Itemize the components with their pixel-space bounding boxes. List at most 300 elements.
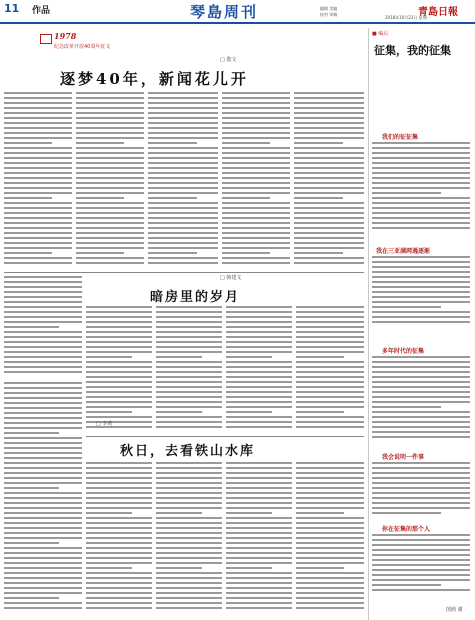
text-line — [294, 242, 364, 244]
text-line — [372, 207, 470, 209]
text-line — [76, 127, 144, 129]
section-name: 作品 — [32, 6, 51, 16]
text-line — [226, 472, 292, 474]
text-line — [294, 182, 364, 184]
text-line — [148, 152, 218, 154]
text-line — [4, 227, 72, 229]
text-line — [86, 547, 152, 549]
text-line — [296, 421, 364, 423]
text-line — [86, 572, 152, 574]
article2-title: 暗房里的岁月 — [150, 290, 241, 305]
text-line — [86, 321, 152, 323]
text-line — [156, 426, 222, 428]
text-line — [226, 567, 272, 569]
text-line — [76, 257, 144, 259]
text-line — [148, 172, 218, 174]
text-line — [76, 132, 144, 134]
text-line — [226, 587, 292, 589]
text-line — [156, 351, 222, 353]
text-line — [226, 582, 292, 584]
text-line — [86, 336, 152, 338]
text-line — [372, 431, 470, 433]
text-line — [226, 477, 292, 479]
text-line — [76, 97, 144, 99]
text-line — [222, 97, 290, 99]
text-line — [76, 92, 144, 94]
text-line — [372, 212, 470, 214]
text-line — [4, 107, 72, 109]
text-line — [4, 346, 82, 348]
text-line — [148, 222, 218, 224]
article2-byline: □ 韩建文 — [220, 275, 242, 281]
text-line — [76, 187, 144, 189]
text-line — [76, 137, 144, 139]
right-block-4 — [372, 462, 470, 520]
text-line — [76, 107, 144, 109]
text-line — [4, 382, 82, 384]
text-line — [4, 582, 82, 584]
text-line — [372, 197, 470, 199]
text-line — [226, 492, 292, 494]
text-line — [372, 584, 441, 586]
text-line — [148, 252, 197, 254]
text-line — [222, 157, 290, 159]
text-line — [4, 217, 72, 219]
text-line — [226, 396, 292, 398]
text-line — [76, 197, 124, 199]
text-line — [4, 172, 72, 174]
text-line — [226, 517, 292, 519]
text-line — [296, 587, 364, 589]
text-line — [372, 157, 470, 159]
staff-list — [320, 6, 337, 18]
text-line — [156, 562, 222, 564]
text-line — [222, 182, 290, 184]
text-line — [76, 182, 144, 184]
text-line — [156, 411, 202, 413]
text-line — [372, 266, 470, 268]
text-line — [372, 271, 470, 273]
text-line — [226, 507, 292, 509]
text-line — [372, 276, 470, 278]
text-line — [294, 217, 364, 219]
right-column-title: 征集，我的征集 — [374, 44, 451, 57]
text-line — [156, 467, 222, 469]
text-line — [4, 212, 72, 214]
text-line — [226, 391, 292, 393]
text-line — [222, 262, 290, 264]
staff-reviewer: 审稿 — [329, 12, 338, 17]
text-line — [4, 286, 82, 288]
text-line — [372, 182, 470, 184]
a2-col-1 — [86, 306, 152, 432]
text-line — [156, 366, 222, 368]
text-line — [226, 351, 292, 353]
text-line — [148, 192, 218, 194]
paper-title: 琴島周刊 — [190, 3, 259, 21]
text-line — [222, 137, 290, 139]
text-line — [4, 122, 72, 124]
text-line — [86, 577, 152, 579]
a2-col-3 — [226, 306, 292, 432]
staff-editor: 编辑 — [320, 6, 328, 11]
text-line — [372, 492, 470, 494]
text-line — [294, 187, 364, 189]
text-line — [156, 311, 222, 313]
text-line — [226, 311, 292, 313]
text-line — [4, 197, 52, 199]
text-line — [86, 341, 152, 343]
text-line — [156, 512, 202, 514]
text-line — [294, 192, 364, 194]
text-line — [4, 542, 59, 544]
text-line — [226, 381, 292, 383]
text-line — [4, 361, 82, 363]
text-line — [86, 522, 152, 524]
right-column-divider — [368, 28, 369, 620]
text-line — [294, 167, 364, 169]
text-line — [86, 351, 152, 353]
text-line — [76, 242, 144, 244]
text-line — [156, 401, 222, 403]
text-line — [222, 237, 290, 239]
text-line — [86, 542, 152, 544]
text-line — [372, 217, 470, 219]
text-line — [76, 262, 144, 264]
text-line — [148, 122, 218, 124]
text-line — [226, 411, 272, 413]
text-line — [226, 602, 292, 604]
text-line — [4, 527, 82, 529]
text-line — [86, 532, 152, 534]
text-line — [148, 112, 218, 114]
text-line — [294, 122, 364, 124]
text-line — [226, 467, 292, 469]
text-line — [86, 497, 152, 499]
text-line — [148, 137, 218, 139]
right-block-5 — [372, 534, 470, 598]
text-line — [86, 567, 132, 569]
text-line — [4, 607, 82, 609]
text-line — [294, 222, 364, 224]
text-line — [156, 406, 222, 408]
text-line — [226, 562, 292, 564]
text-line — [294, 157, 364, 159]
staff-designer: 美编 — [329, 6, 338, 11]
text-line — [4, 366, 82, 368]
article3-body — [86, 462, 364, 616]
main-col-4 — [222, 92, 290, 270]
text-line — [86, 592, 152, 594]
text-line — [76, 212, 144, 214]
text-line — [156, 331, 222, 333]
text-line — [76, 217, 144, 219]
text-line — [148, 107, 218, 109]
text-line — [4, 222, 72, 224]
text-line — [156, 522, 222, 524]
article3-rule — [86, 436, 364, 437]
text-line — [86, 562, 152, 564]
text-line — [222, 122, 290, 124]
text-line — [372, 187, 470, 189]
text-line — [226, 321, 292, 323]
text-line — [4, 102, 72, 104]
main-col-2 — [76, 92, 144, 270]
text-line — [226, 366, 292, 368]
text-line — [372, 512, 441, 514]
text-line — [4, 397, 82, 399]
text-line — [226, 502, 292, 504]
text-line — [86, 326, 152, 328]
text-line — [156, 391, 222, 393]
text-line — [296, 371, 364, 373]
text-line — [156, 517, 222, 519]
text-line — [4, 247, 72, 249]
masthead-rule — [0, 22, 475, 24]
text-line — [4, 457, 82, 459]
text-line — [372, 227, 470, 229]
text-line — [296, 386, 364, 388]
text-line — [294, 147, 364, 149]
text-line — [76, 152, 144, 154]
text-line — [148, 207, 218, 209]
text-line — [86, 517, 152, 519]
text-line — [156, 607, 222, 609]
text-line — [4, 242, 72, 244]
banner-subtitle: 纪念改革开放40周年征文 — [54, 44, 111, 50]
text-line — [296, 602, 364, 604]
text-line — [372, 467, 470, 469]
text-line — [372, 436, 470, 438]
main-article-body — [4, 92, 364, 270]
text-line — [148, 257, 218, 259]
text-line — [86, 597, 152, 599]
text-line — [222, 152, 290, 154]
text-line — [86, 487, 152, 489]
text-line — [148, 187, 218, 189]
text-line — [296, 597, 364, 599]
text-line — [296, 321, 364, 323]
text-line — [86, 396, 152, 398]
text-line — [372, 569, 470, 571]
text-line — [86, 492, 152, 494]
text-line — [156, 336, 222, 338]
text-line — [148, 97, 218, 99]
text-line — [296, 306, 364, 308]
text-line — [296, 507, 364, 509]
text-line — [372, 502, 470, 504]
text-line — [222, 177, 290, 179]
text-line — [86, 401, 152, 403]
text-line — [372, 534, 470, 536]
text-line — [294, 127, 364, 129]
text-line — [294, 132, 364, 134]
text-line — [148, 132, 218, 134]
text-line — [226, 592, 292, 594]
text-line — [148, 237, 218, 239]
text-line — [4, 237, 72, 239]
text-line — [76, 252, 124, 254]
text-line — [372, 281, 470, 283]
text-line — [296, 567, 344, 569]
text-line — [148, 92, 218, 94]
text-line — [296, 311, 364, 313]
text-line — [148, 227, 218, 229]
text-line — [86, 371, 152, 373]
right-column-tag: ■ 编后 — [372, 31, 389, 37]
text-line — [4, 356, 82, 358]
text-line — [4, 331, 82, 333]
text-line — [226, 341, 292, 343]
text-line — [86, 462, 152, 464]
text-line — [296, 582, 364, 584]
text-line — [156, 361, 222, 363]
text-line — [4, 281, 82, 283]
text-line — [294, 237, 364, 239]
text-line — [294, 227, 364, 229]
text-line — [86, 366, 152, 368]
text-line — [372, 564, 470, 566]
text-line — [372, 549, 470, 551]
text-line — [76, 237, 144, 239]
text-line — [226, 572, 292, 574]
text-line — [296, 502, 364, 504]
text-line — [4, 351, 82, 353]
text-line — [156, 547, 222, 549]
text-line — [372, 559, 470, 561]
text-line — [372, 579, 470, 581]
text-line — [296, 326, 364, 328]
text-line — [294, 107, 364, 109]
text-line — [156, 577, 222, 579]
text-line — [372, 147, 470, 149]
right-sub-5: 你在征集的那个人 — [382, 526, 431, 533]
text-line — [222, 212, 290, 214]
text-line — [4, 252, 52, 254]
text-line — [372, 472, 470, 474]
right-sub-2: 我在三亚满网遇逐渐 — [376, 248, 431, 255]
a3-col-1 — [86, 462, 152, 616]
text-line — [226, 542, 292, 544]
text-line — [86, 331, 152, 333]
text-line — [156, 567, 202, 569]
text-line — [148, 117, 218, 119]
text-line — [222, 202, 290, 204]
main-article-title: 逐梦40年，新闻花儿开 — [60, 70, 249, 88]
text-line — [222, 207, 290, 209]
text-line — [372, 321, 470, 323]
text-line — [372, 192, 441, 194]
page-number: 11 — [4, 2, 20, 15]
text-line — [294, 142, 343, 144]
text-line — [86, 602, 152, 604]
text-line — [226, 537, 292, 539]
date-line: 2018年10月23日 星期一 — [385, 15, 431, 20]
text-line — [4, 392, 82, 394]
text-line — [226, 462, 292, 464]
text-line — [372, 296, 470, 298]
right-block-1 — [372, 142, 470, 232]
text-line — [222, 222, 290, 224]
text-line — [156, 396, 222, 398]
text-line — [86, 477, 152, 479]
text-line — [294, 252, 343, 254]
text-line — [4, 502, 82, 504]
text-line — [372, 202, 470, 204]
text-line — [148, 177, 218, 179]
text-line — [86, 557, 152, 559]
text-line — [86, 552, 152, 554]
text-line — [222, 257, 290, 259]
text-line — [4, 462, 82, 464]
article3-left-column — [4, 382, 82, 616]
text-line — [226, 426, 292, 428]
text-line — [294, 177, 364, 179]
text-line — [372, 316, 470, 318]
text-line — [156, 306, 222, 308]
text-line — [226, 532, 292, 534]
text-line — [294, 152, 364, 154]
text-line — [156, 381, 222, 383]
text-line — [4, 552, 82, 554]
text-line — [226, 346, 292, 348]
text-line — [294, 117, 364, 119]
text-line — [4, 336, 82, 338]
text-line — [4, 472, 82, 474]
text-line — [4, 592, 82, 594]
text-line — [222, 247, 290, 249]
text-line — [148, 242, 218, 244]
text-line — [294, 207, 364, 209]
text-line — [156, 321, 222, 323]
text-line — [226, 522, 292, 524]
text-line — [222, 102, 290, 104]
text-line — [86, 587, 152, 589]
text-line — [76, 102, 144, 104]
text-line — [86, 472, 152, 474]
text-line — [148, 142, 197, 144]
text-line — [372, 416, 470, 418]
text-line — [296, 336, 364, 338]
text-line — [226, 331, 292, 333]
a3-col-3 — [226, 462, 292, 616]
text-line — [4, 522, 82, 524]
text-line — [296, 487, 364, 489]
text-line — [4, 412, 82, 414]
text-line — [226, 597, 292, 599]
text-line — [4, 162, 72, 164]
text-line — [296, 462, 364, 464]
text-line — [156, 507, 222, 509]
text-line — [222, 112, 290, 114]
text-line — [222, 172, 290, 174]
text-line — [372, 172, 470, 174]
text-line — [222, 217, 290, 219]
text-line — [4, 147, 72, 149]
text-line — [4, 132, 72, 134]
text-line — [294, 197, 343, 199]
text-line — [222, 232, 290, 234]
main-col-5 — [294, 92, 364, 270]
text-line — [76, 162, 144, 164]
text-line — [226, 361, 292, 363]
text-line — [296, 557, 364, 559]
text-line — [4, 422, 82, 424]
text-line — [4, 387, 82, 389]
text-line — [4, 572, 82, 574]
text-line — [156, 416, 222, 418]
text-line — [4, 371, 82, 373]
